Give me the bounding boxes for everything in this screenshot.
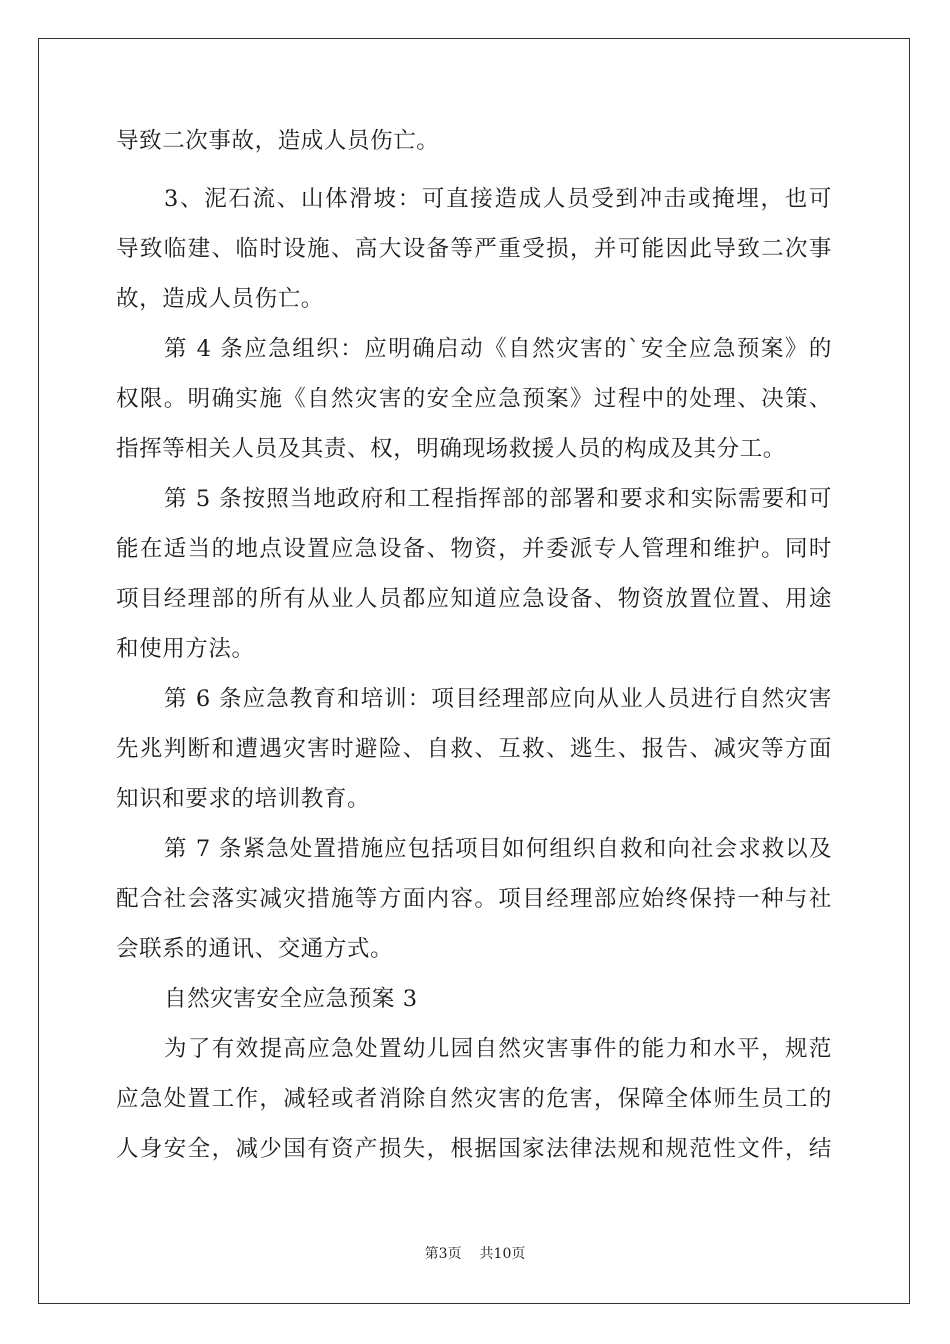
text-line: 配合社会落实减灾措施等方面内容。项目经理部应始终保持一种与社 [116,886,832,912]
text-line: 故，造成人员伤亡。 [116,286,324,312]
text-line: 权限。明确实施《自然灾害的安全应急预案》过程中的处理、决策、 [116,386,832,412]
text-line: 导致二次事故，造成人员伤亡。 [116,128,440,154]
text-line: 和使用方法。 [116,636,255,662]
text-line: 先兆判断和遭遇灾害时避险、自救、互救、逃生、报告、减灾等方面 [116,736,832,762]
text-line: 第 6 条应急教育和培训：项目经理部应向从业人员进行自然灾害 [164,686,832,712]
text-line: 指挥等相关人员及其责、权，明确现场救援人员的构成及其分工。 [116,436,786,462]
text-line: 第 4 条应急组织：应明确启动《自然灾害的`安全应急预案》的 [164,336,832,362]
text-line: 导致临建、临时设施、高大设备等严重受损，并可能因此导致二次事 [116,236,832,262]
text-line: 第 7 条紧急处置措施应包括项目如何组织自救和向社会求救以及 [164,836,832,862]
text-line: 为了有效提高应急处置幼儿园自然灾害事件的能力和水平，规范 [164,1036,832,1062]
page-border [38,38,910,1304]
text-line: 知识和要求的培训教育。 [116,786,371,812]
text-line: 应急处置工作，减轻或者消除自然灾害的危害，保障全体师生员工的 [116,1086,832,1112]
text-line: 会联系的通讯、交通方式。 [116,936,394,962]
text-line: 3、泥石流、山体滑坡：可直接造成人员受到冲击或掩埋，也可 [164,186,832,212]
text-line: 项目经理部的所有从业人员都应知道应急设备、物资放置位置、用途 [116,586,832,612]
page-number: 第3页 [424,1246,462,1262]
page-total: 共10页 [479,1246,526,1262]
section-heading: 自然灾害安全应急预案 3 [164,986,418,1012]
text-line: 人身安全，减少国有资产损失，根据国家法律法规和规范性文件，结 [116,1136,832,1162]
page-footer [0,1245,950,1263]
text-line: 能在适当的地点设置应急设备、物资，并委派专人管理和维护。同时 [116,536,832,562]
text-line: 第 5 条按照当地政府和工程指挥部的部署和要求和实际需要和可 [164,486,832,512]
